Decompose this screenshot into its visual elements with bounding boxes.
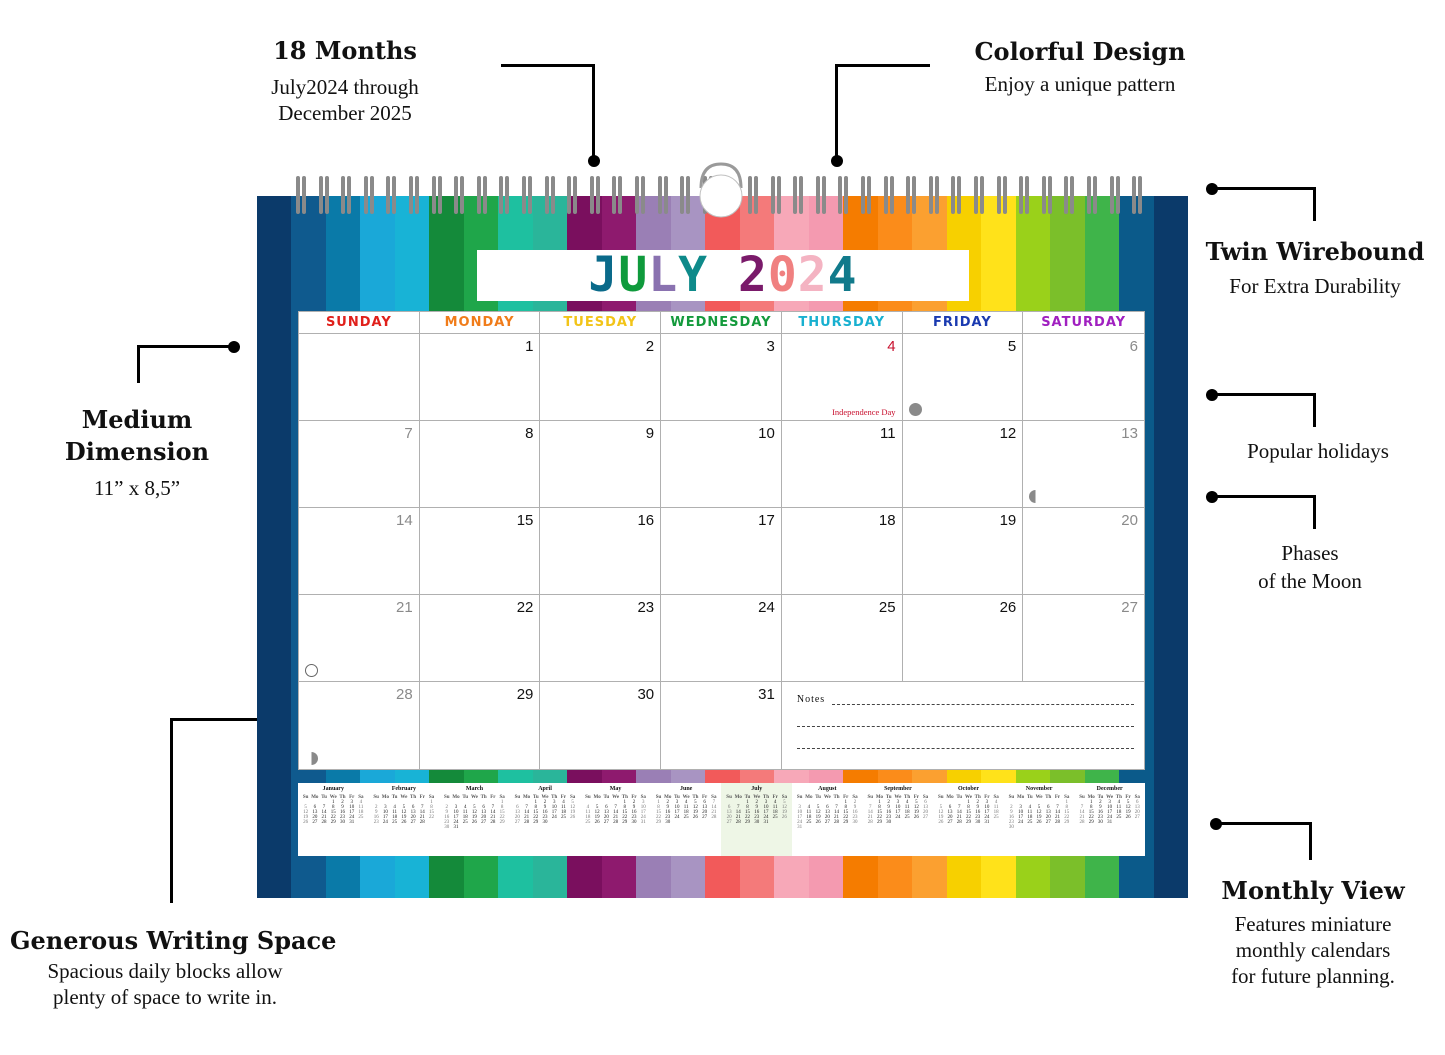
wire-ring: [997, 176, 1007, 216]
wire-ring: [341, 176, 351, 216]
title-letter: L: [648, 247, 679, 303]
wire-ring: [409, 176, 419, 216]
day-cell[interactable]: [420, 682, 541, 769]
day-number: 3: [766, 338, 775, 355]
connector-line: [137, 345, 140, 383]
day-cell[interactable]: [782, 421, 903, 508]
title-letter: J: [588, 247, 619, 303]
notes-line: [797, 748, 1134, 749]
month-title-text: [588, 247, 858, 303]
day-cell[interactable]: [661, 334, 782, 421]
day-number: 6: [1129, 338, 1138, 355]
wire-ring: [364, 176, 374, 216]
connector-line: [1212, 495, 1316, 498]
connector-dot: [588, 155, 600, 167]
connector-line: [835, 64, 930, 67]
day-number: 12: [999, 425, 1017, 442]
wire-ring: [1019, 176, 1029, 216]
day-number: 23: [637, 599, 655, 616]
mini-month-september: September Su Mo Tu We Th Fr Sa 1 2 3 4 5 6 7 8 9 10 11 12 13 14 15 16 17 18 19 20 21 22 23 24 25 26 27 28 29 30: [863, 783, 934, 856]
title-letter: 0: [767, 247, 798, 303]
day-number: 14: [396, 512, 413, 529]
day-number: 10: [758, 425, 775, 442]
wire-ring: [906, 176, 916, 216]
callout-writing-line2: plenty of space to write in.: [53, 985, 277, 1009]
day-cell[interactable]: [420, 421, 541, 508]
wire-ring: [499, 176, 509, 216]
moon-phase-icon: [305, 752, 318, 765]
weekday-header-saturday: SATURDAY: [1023, 312, 1144, 334]
connector-line: [1216, 822, 1312, 825]
day-cell[interactable]: [540, 421, 661, 508]
callout-wirebound-line1: For Extra Durability: [1229, 274, 1401, 298]
notes-line: [832, 704, 1134, 705]
day-number: 18: [878, 512, 896, 529]
day-number: 24: [758, 599, 775, 616]
mini-month-title: October: [957, 786, 979, 792]
day-cell[interactable]: [661, 421, 782, 508]
day-number: 9: [645, 425, 655, 442]
wire-ring: [771, 176, 781, 216]
mini-month-april: April Su Mo Tu We Th Fr Sa 1 2 3 4 5 6 7 8 9 10 11 12 13 14 15 16 17 18 19 20 21 22 23 24 25 26 27 28 29 30: [510, 783, 581, 856]
day-cell[interactable]: [661, 508, 782, 595]
wire-ring: [635, 176, 645, 216]
mini-month-march: March Su Mo Tu We Th Fr Sa 1 2 3 4 5 6 7 8 9 10 11 12 13 14 15 16 17 18 19 20 21 22 23 24 25 26 27 28 29 30 31: [439, 783, 510, 856]
day-number: 21: [396, 599, 413, 616]
mini-month-november: November Su Mo Tu We Th Fr Sa 1 2 3 4 5 6 7 8 9 10 11 12 13 14 15 16 17 18 19 20 21 22 23 24 25 26 27 28 29 30: [1004, 783, 1075, 856]
notes-area[interactable]: [782, 682, 1144, 769]
mini-calendars-strip: [298, 783, 1145, 856]
day-cell[interactable]: [1023, 334, 1144, 421]
wire-ring: [1042, 176, 1052, 216]
mini-month-title: June: [680, 786, 693, 792]
day-cell[interactable]: [661, 682, 782, 769]
wire-ring: [816, 176, 826, 216]
wire-ring: [793, 176, 803, 216]
hanger-hook-icon: [696, 160, 746, 220]
wire-ring: [567, 176, 577, 216]
day-cell[interactable]: [782, 508, 903, 595]
day-cell[interactable]: [299, 595, 420, 682]
weekday-header-wednesday: WEDNESDAY: [661, 312, 782, 334]
callout-writing-line1: Spacious daily blocks allow: [47, 959, 283, 983]
callout-writing-title: Generous Writing Space: [10, 926, 337, 955]
callout-monthly-line1: Features miniature: [1234, 912, 1392, 936]
wire-ring: [861, 176, 871, 216]
day-number: 8: [525, 425, 534, 442]
day-cell[interactable]: [299, 421, 420, 508]
mini-month-june: June Su Mo Tu We Th Fr Sa 1 2 3 4 5 6 7 8 9 10 11 12 13 14 15 16 17 18 19 20 21 22 23 24 25 26 27 28 29 30: [651, 783, 722, 856]
stripe: [1154, 196, 1188, 898]
wire-ring: [658, 176, 668, 216]
day-number: 27: [1121, 599, 1138, 616]
wire-ring: [838, 176, 848, 216]
day-number: 13: [1121, 425, 1138, 442]
callout-moon-line2: of the Moon: [1258, 569, 1362, 593]
wire-ring: [319, 176, 329, 216]
day-cell[interactable]: [1023, 421, 1144, 508]
callout-monthly-line3: for future planning.: [1231, 964, 1395, 988]
day-number: 30: [637, 686, 655, 703]
wire-ring: [974, 176, 984, 216]
day-cell[interactable]: [420, 334, 541, 421]
mini-month-august: August Su Mo Tu We Th Fr Sa 1 2 3 4 5 6 7 8 9 10 11 12 13 14 15 16 17 18 19 20 21 22 23 24 25 26 27 28 29 30 31: [792, 783, 863, 856]
day-cell[interactable]: [903, 421, 1024, 508]
wire-ring: [296, 176, 306, 216]
weekday-header-tuesday: TUESDAY: [540, 312, 661, 334]
callout-monthly-line2: monthly calendars: [1235, 938, 1391, 962]
notes-line: [797, 726, 1134, 727]
mini-month-title: January: [322, 786, 344, 792]
wire-ring: [522, 176, 532, 216]
mini-month-october: October Su Mo Tu We Th Fr Sa 1 2 3 4 5 6 7 8 9 10 11 12 13 14 15 16 17 18 19 20 21 22 23 24 25 26 27 28 29 30 31: [933, 783, 1004, 856]
wire-ring: [1132, 176, 1142, 216]
callout-months-title: 18 Months: [273, 36, 417, 65]
connector-line: [1313, 187, 1316, 221]
callout-dimension-title1: Medium: [81, 405, 193, 434]
day-cell[interactable]: [299, 508, 420, 595]
day-cell[interactable]: [903, 334, 1024, 421]
wire-ring: [590, 176, 600, 216]
day-number: 15: [516, 512, 534, 529]
mini-month-title: April: [538, 786, 552, 792]
day-cell[interactable]: [903, 595, 1024, 682]
day-number: 17: [758, 512, 775, 529]
connector-line: [1212, 187, 1316, 190]
day-cell[interactable]: [299, 682, 420, 769]
weekday-header-friday: FRIDAY: [903, 312, 1024, 334]
day-cell[interactable]: [1023, 508, 1144, 595]
callout-moon-line1: Phases: [1281, 541, 1339, 565]
wire-ring: [1087, 176, 1097, 216]
wire-ring: [951, 176, 961, 216]
callout-wirebound-title: Twin Wirebound: [1205, 237, 1425, 266]
mini-month-title: February: [391, 786, 417, 792]
day-cell[interactable]: [903, 508, 1024, 595]
mini-month-title: August: [818, 786, 837, 792]
day-cell[interactable]: [420, 595, 541, 682]
mini-month-title: May: [609, 786, 622, 792]
weekday-header-thursday: THURSDAY: [782, 312, 903, 334]
wire-ring: [929, 176, 939, 216]
title-letter: U: [618, 247, 649, 303]
wire-ring: [432, 176, 442, 216]
wire-ring: [748, 176, 758, 216]
mini-month-title: July: [751, 786, 763, 792]
callout-colorful-title: Colorful Design: [974, 37, 1186, 66]
connector-line: [1313, 393, 1316, 427]
weekday-header-monday: MONDAY: [420, 312, 541, 334]
day-number: 11: [879, 425, 896, 442]
connector-dot: [228, 341, 240, 353]
day-number: 19: [999, 512, 1017, 529]
mini-month-december: December Su Mo Tu We Th Fr Sa 1 2 3 4 5 6 7 8 9 10 11 12 13 14 15 16 17 18 19 20 21 22 23 24 25 26 27 28 29 30 31: [1074, 783, 1145, 856]
title-letter: Y: [678, 247, 709, 303]
title-letter: 2: [737, 247, 768, 303]
moon-phase-icon: [305, 664, 318, 677]
day-number: 20: [1121, 512, 1138, 529]
wire-ring: [884, 176, 894, 216]
mini-month-july: July Su Mo Tu We Th Fr Sa 1 2 3 4 5 6 7 8 9 10 11 12 13 14 15 16 17 18 19 20 21 22 23 24 25 26 27 28 29 30 31: [721, 783, 792, 856]
wire-ring: [454, 176, 464, 216]
day-cell[interactable]: [540, 682, 661, 769]
mini-month-february: February Su Mo Tu We Th Fr Sa 1 2 3 4 5 6 7 8 9 10 11 12 13 14 15 16 17 18 19 20 21 22 23 24 25 26 27 28: [369, 783, 440, 856]
connector-line: [170, 718, 173, 903]
day-number: 25: [878, 599, 896, 616]
notes-label: Notes: [796, 694, 826, 705]
connector-line: [501, 64, 595, 67]
title-letter: [708, 247, 738, 303]
title-letter: 4: [827, 247, 858, 303]
holiday-label: Independence Day: [832, 407, 896, 417]
day-number: 4: [887, 338, 896, 355]
mini-month-title: November: [1025, 786, 1053, 792]
wire-ring: [612, 176, 622, 216]
day-cell[interactable]: [420, 508, 541, 595]
day-cell[interactable]: [540, 334, 661, 421]
connector-line: [137, 345, 235, 348]
month-title: [477, 247, 969, 303]
wire-ring: [545, 176, 555, 216]
month-grid: [298, 311, 1145, 770]
day-cell[interactable]: [299, 334, 420, 421]
day-number: 31: [758, 686, 775, 703]
title-letter: 2: [797, 247, 828, 303]
mini-month-may: May Su Mo Tu We Th Fr Sa 1 2 3 4 5 6 7 8 9 10 11 12 13 14 15 16 17 18 19 20 21 22 23 24 25 26 27 28 29 30 31: [580, 783, 651, 856]
callout-months-line2: December 2025: [278, 101, 412, 125]
weekday-header-sunday: SUNDAY: [299, 312, 420, 334]
day-cell[interactable]: [1023, 595, 1144, 682]
mini-month-title: March: [465, 786, 484, 792]
day-number: 1: [525, 338, 534, 355]
day-number: 29: [516, 686, 534, 703]
connector-line: [1313, 495, 1316, 529]
day-number: 7: [404, 425, 413, 442]
wire-ring: [386, 176, 396, 216]
mini-month-title: September: [884, 786, 912, 792]
connector-line: [835, 64, 838, 160]
day-cell[interactable]: [782, 334, 903, 421]
callout-monthly-title: Monthly View: [1221, 876, 1405, 905]
moon-phase-icon: [1029, 490, 1042, 503]
wire-ring: [680, 176, 690, 216]
connector-line: [1309, 822, 1312, 860]
mini-month-january: January Su Mo Tu We Th Fr Sa 1 2 3 4 5 6 7 8 9 10 11 12 13 14 15 16 17 18 19 20 21 22 23 24 25 26 27 28 29 30 31: [298, 783, 369, 856]
callout-holidays-line1: Popular holidays: [1247, 439, 1389, 463]
connector-dot: [831, 155, 843, 167]
day-number: 2: [645, 338, 655, 355]
mini-month-title: December: [1096, 786, 1123, 792]
connector-line: [1212, 393, 1316, 396]
moon-phase-icon: [909, 403, 922, 416]
stripe: [257, 196, 291, 898]
day-cell[interactable]: [540, 508, 661, 595]
callout-months-line1: July2024 through: [271, 75, 419, 99]
day-number: 28: [396, 686, 413, 703]
callout-dimension-title2: Dimension: [64, 437, 210, 466]
wire-ring: [1110, 176, 1120, 216]
callout-dimension-line1: 11” x 8,5”: [93, 476, 181, 500]
day-cell[interactable]: [661, 595, 782, 682]
callout-colorful-line1: Enjoy a unique pattern: [984, 72, 1176, 96]
connector-line: [592, 64, 595, 160]
day-number: 22: [516, 599, 534, 616]
wire-ring: [1064, 176, 1074, 216]
day-cell[interactable]: [782, 595, 903, 682]
wire-ring: [477, 176, 487, 216]
day-cell[interactable]: [540, 595, 661, 682]
day-number: 26: [999, 599, 1017, 616]
day-number: 5: [1007, 338, 1017, 355]
day-number: 16: [637, 512, 655, 529]
